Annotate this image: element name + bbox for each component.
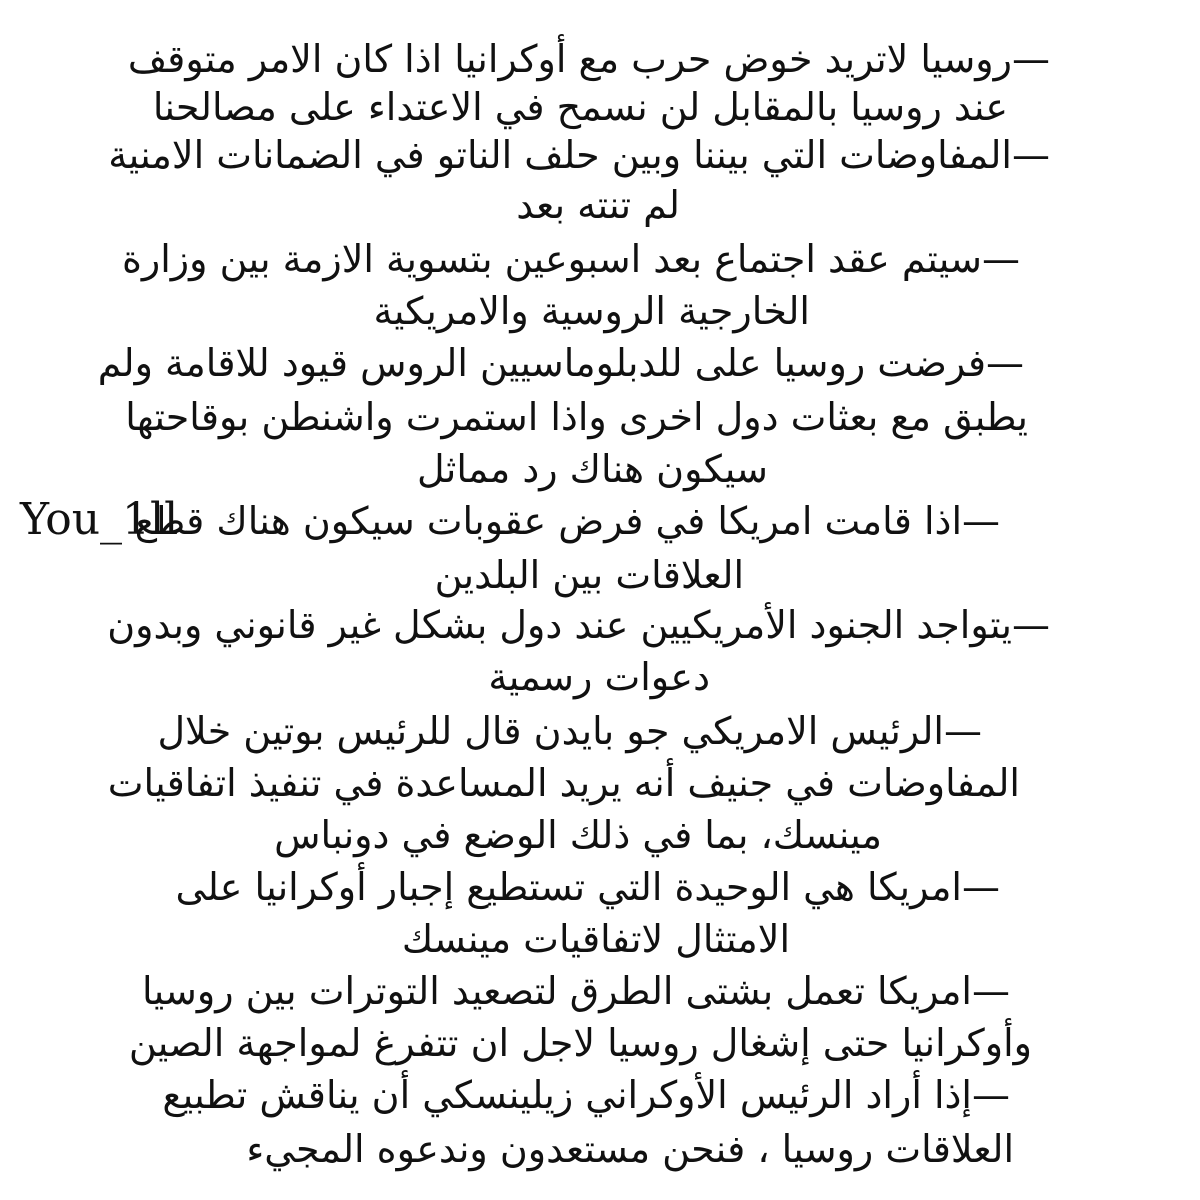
text-line-12: —يتواجد الجنود الأمريكيين عند دول بشكل غير قانوني وبدون <box>107 603 1050 647</box>
text-line-11: العلاقات بين البلدين <box>434 553 744 597</box>
text-line-13: دعوات رسمية <box>488 655 710 699</box>
text-line-17: —امريكا هي الوحيدة التي تستطيع إجبار أوكرانيا على <box>175 865 1000 909</box>
watermark-handle: You_1ll <box>20 494 179 545</box>
text-line-9: سيكون هناك رد مماثل <box>417 447 768 491</box>
text-line-1: —روسيا لاتريد خوض حرب مع أوكرانيا اذا كان الامر متوقف <box>127 37 1050 81</box>
text-line-18: الامتثال لاتفاقيات مينسك <box>401 917 790 961</box>
text-line-15: المفاوضات في جنيف أنه يريد المساعدة في تنفيذ اتفاقيات <box>107 761 1020 805</box>
text-line-10: —اذا قامت امريكا في فرض عقوبات سيكون هناك قطع <box>134 499 1000 543</box>
text-line-20: وأوكرانيا حتى إشغال روسيا لاجل ان تتفرغ لمواجهة الصين <box>128 1021 1032 1065</box>
text-line-21: —إذا أراد الرئيس الأوكراني زيلينسكي أن يناقش تطبيع <box>162 1073 1010 1117</box>
text-line-6: الخارجية الروسية والامريكية <box>373 289 810 333</box>
text-line-5: —سيتم عقد اجتماع بعد اسبوعين بتسوية الازمة بين وزارة <box>121 237 1020 281</box>
text-line-19: —امريكا تعمل بشتى الطرق لتصعيد التوترات بين روسيا <box>141 969 1010 1013</box>
text-line-7: —فرضت روسيا على للدبلوماسيين الروس قيود للاقامة ولم <box>97 341 1024 385</box>
text-line-14: —الرئيس الامريكي جو بايدن قال للرئيس بوتين خلال <box>157 709 982 753</box>
text-line-16: مينسك، بما في ذلك الوضع في دونباس <box>274 813 882 857</box>
text-line-2: عند روسيا بالمقابل لن نسمح في الاعتداء على مصالحنا <box>152 85 1008 129</box>
text-line-22: العلاقات روسيا ، فنحن مستعدون وندعوه المجيء <box>246 1127 1014 1171</box>
text-line-4: لم تنته بعد <box>516 183 680 227</box>
text-line-8: يطبق مع بعثات دول اخرى واذا استمرت واشنطن بوقاحتها <box>125 395 1028 439</box>
text-line-3: —المفاوضات التي بيننا وبين حلف الناتو في الضمانات الامنية <box>108 133 1050 177</box>
